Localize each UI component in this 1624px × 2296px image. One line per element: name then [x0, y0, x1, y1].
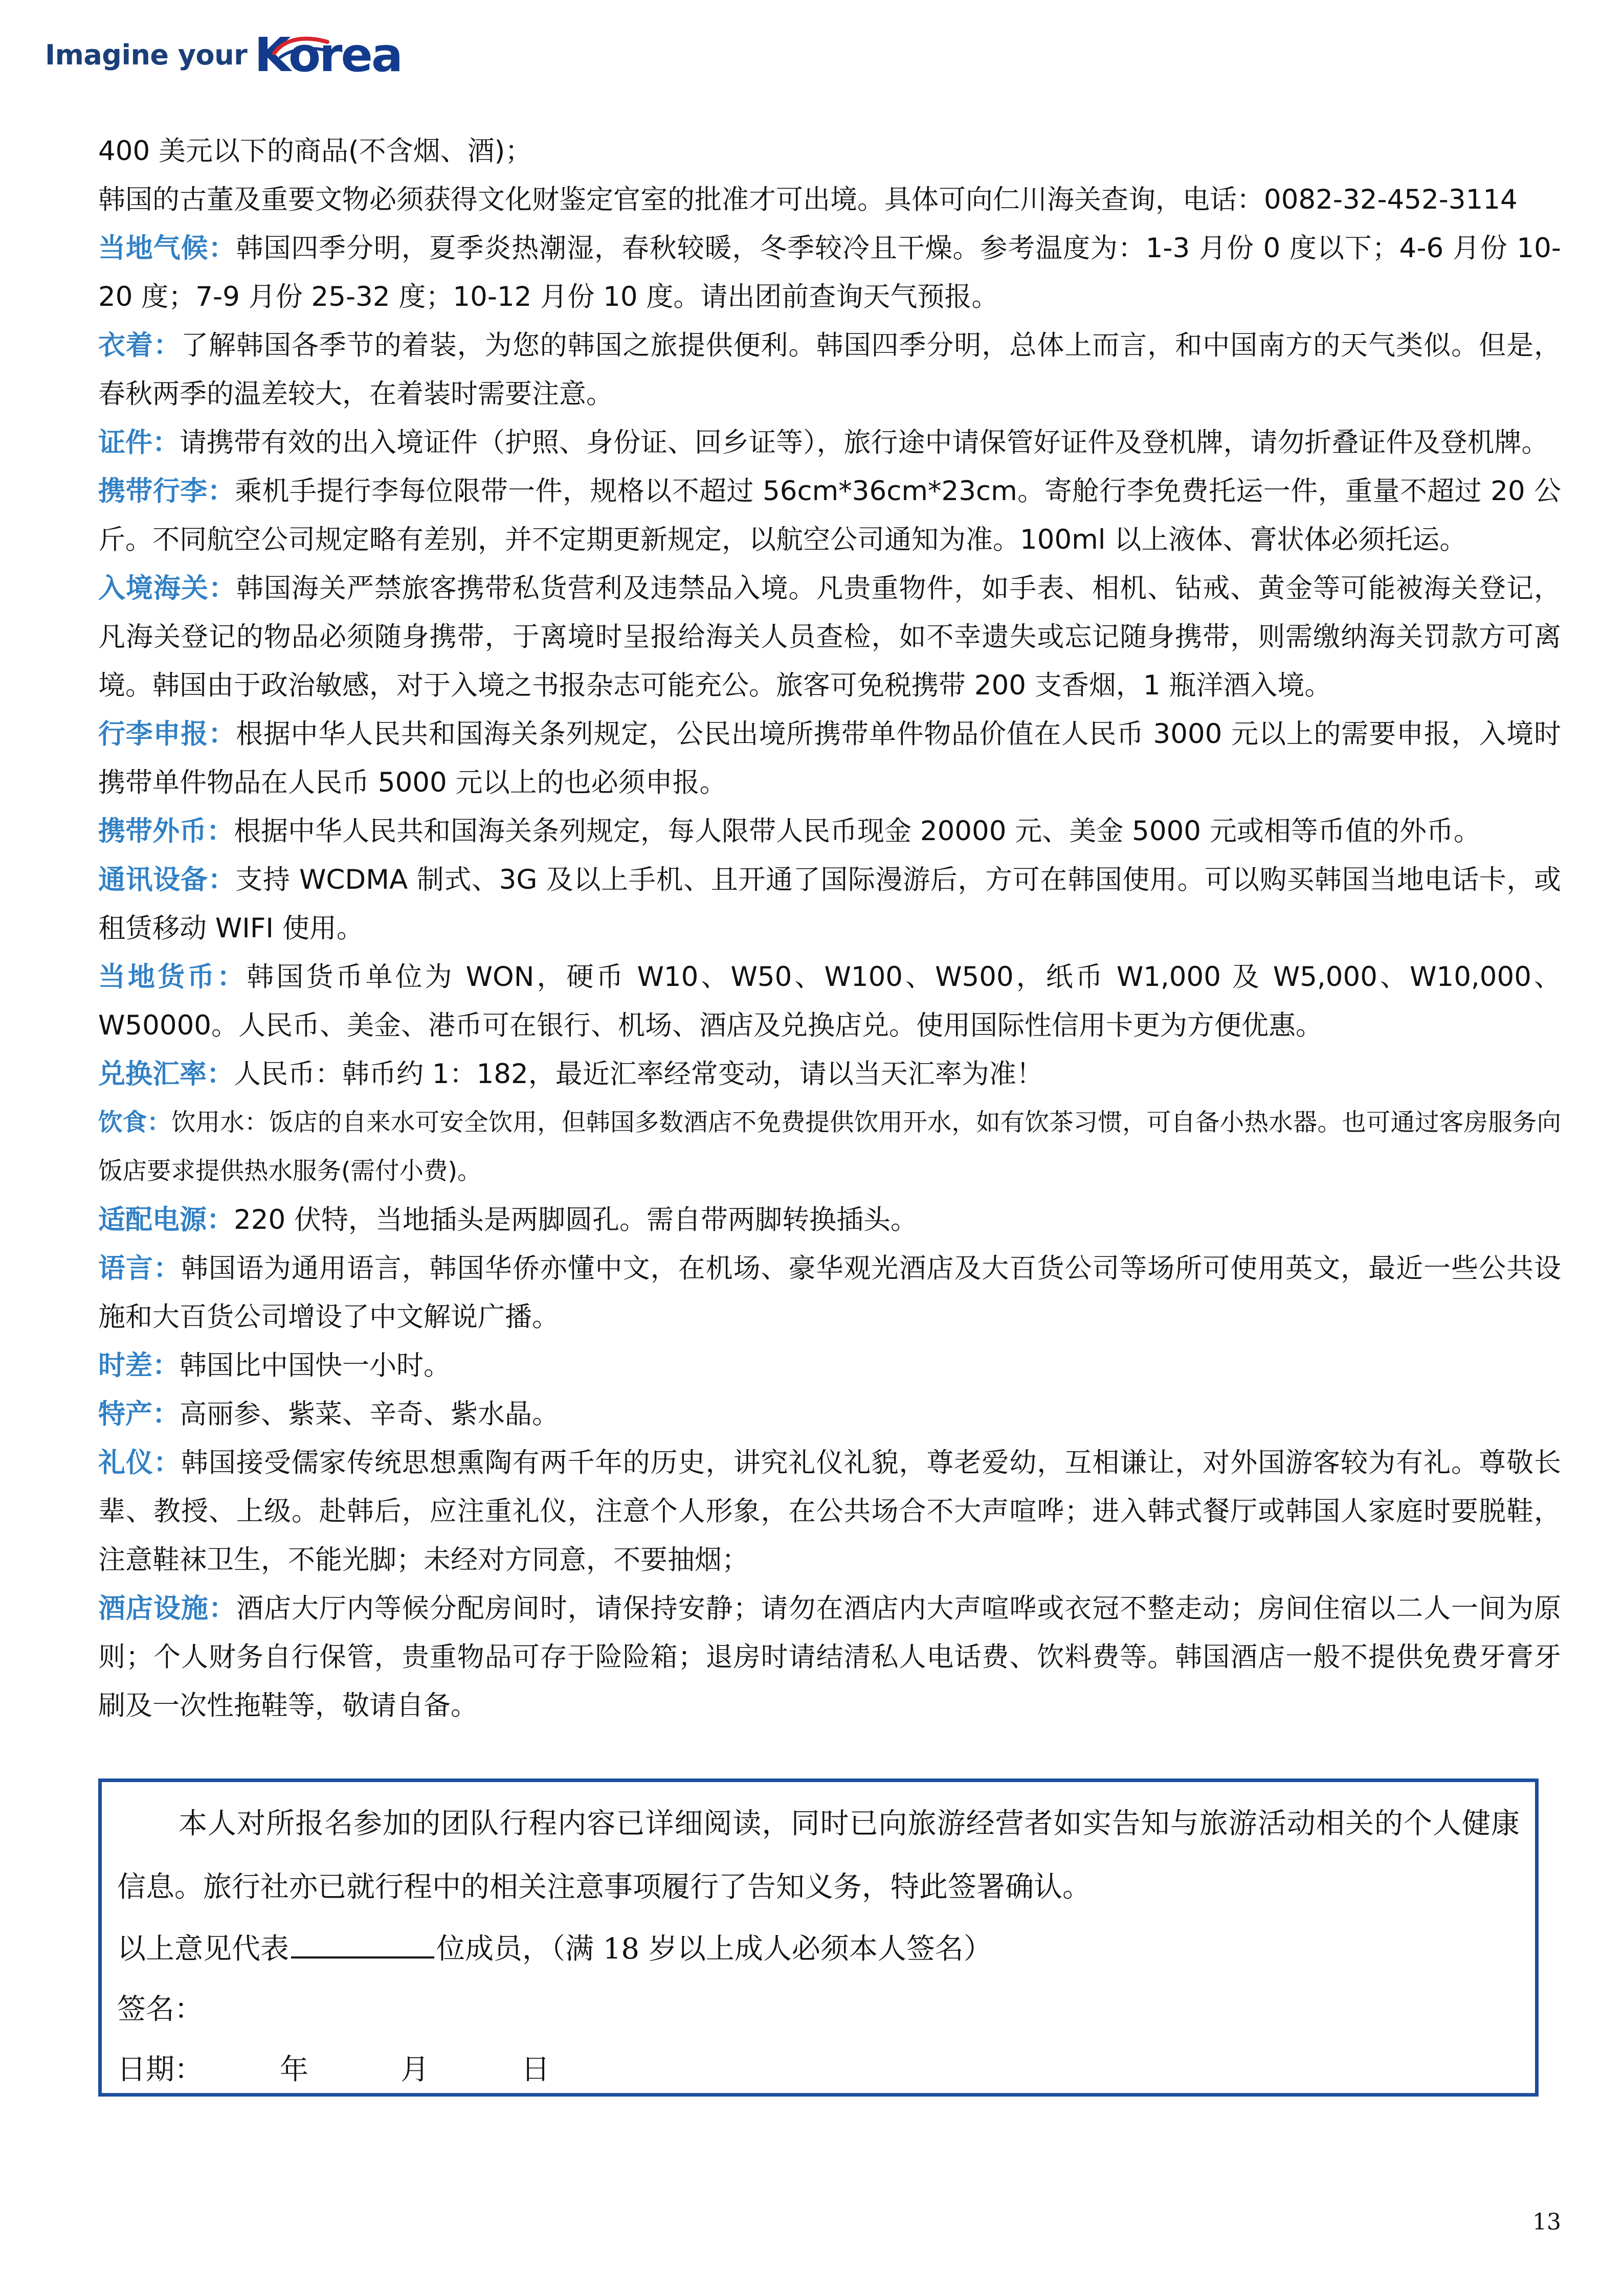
- item-label: 饮食：: [98, 1109, 172, 1137]
- intro-line: 韩国的古董及重要文物必须获得文化财鉴定官室的批准才可出境。具体可向仁川海关查询，电话：0082-32-452-3114: [98, 184, 1518, 215]
- item-customs: [98, 564, 1561, 710]
- item-text: 酒店大厅内等候分配房间时，请保持安静；请勿在酒店内大声喧哗或衣冠不整走动；房间住宿以二人一间为原则；个人财务自行保管，贵重物品可存于险险箱；退房时请结清私人电话费、饮料费等。韩国酒店一般不提供免费牙膏牙刷及一次性拖鞋等，敬请自备。: [98, 1593, 1562, 1721]
- item-hotel-facilities: [98, 1584, 1561, 1730]
- item-label: 酒店设施：: [98, 1593, 236, 1624]
- item-text: 人民币：韩币约 1：182，最近汇率经常变动，请以当天汇率为准！: [234, 1059, 1043, 1090]
- intro-line: 400 美元以下的商品(不含烟、酒)；: [98, 136, 532, 167]
- item-foreign-currency: [98, 807, 1561, 856]
- item-text: 韩国接受儒家传统思想熏陶有两千年的历史，讲究礼仪礼貌，尊老爱幼，互相谦让，对外国游客较为有礼。尊敬长辈、教授、上级。赴韩后，应注重礼仪，注意个人形象，在公共场合不大声喧哗；进入韩式餐厅或韩国人家庭时要脱鞋，注意鞋袜卫生，不能光脚；未经对方同意，不要抽烟；: [98, 1447, 1562, 1575]
- item-specialties: [98, 1390, 1561, 1438]
- page-number: 13: [1532, 2209, 1561, 2235]
- day-label: 日: [521, 2053, 550, 2086]
- item-label: 携带外币：: [98, 816, 234, 847]
- item-label: 携带行李：: [98, 476, 235, 507]
- item-label: 时差：: [98, 1350, 180, 1381]
- item-text: 根据中华人民共和国海关条列规定，每人限带人民币现金 20000 元、美金 5000 元或相等币值的外币。: [234, 816, 1481, 847]
- date-label: 日期：: [117, 2053, 203, 2086]
- item-label: 证件：: [98, 427, 180, 458]
- item-label: 通讯设备：: [98, 864, 236, 895]
- item-text: 韩国海关严禁旅客携带私货营利及违禁品入境。凡贵重物件，如手表、相机、钻戒、黄金等可能被海关登记，凡海关登记的物品必须随身携带，于离境时呈报给海关人员查检，如不幸遗失或忘记随身携带，则需缴纳海关罚款方可离境。韩国由于政治敏感，对于入境之书报杂志可能充公。旅客可免税携带 200 支香烟，1 瓶洋酒入境。: [98, 573, 1562, 701]
- item-luggage: [98, 467, 1561, 564]
- item-clothing: [98, 321, 1561, 418]
- logo-swoosh-icon: [270, 33, 331, 63]
- item-label: 兑换汇率：: [98, 1059, 234, 1090]
- consent-statement: 本人对所报名参加的团队行程内容已详细阅读，同时已向旅游经营者如实告知与旅游活动相关的个人健康信息。旅行社亦已就行程中的相关注意事项履行了告知义务，特此签署确认。: [117, 1807, 1520, 1904]
- item-exchange-rate: [98, 1050, 1561, 1098]
- item-text: 请携带有效的出入境证件（护照、身份证、回乡证等），旅行途中请保管好证件及登机牌，请勿折叠证件及登机牌。: [180, 427, 1549, 458]
- year-label: 年: [280, 2053, 308, 2086]
- signature-label: 签名：: [117, 1993, 203, 2026]
- item-label: 礼仪：: [98, 1447, 181, 1478]
- date-line[interactable]: [117, 2040, 1520, 2100]
- item-communication: [98, 856, 1561, 953]
- item-climate: [98, 224, 1561, 321]
- item-local-currency: [98, 953, 1561, 1050]
- consent-box: [98, 1779, 1539, 2097]
- item-label: 入境海关：: [98, 573, 236, 604]
- item-text: 220 伏特，当地插头是两脚圆孔。需自带两脚转换插头。: [234, 1204, 918, 1235]
- item-time-difference: [98, 1341, 1561, 1390]
- item-power: [98, 1196, 1561, 1244]
- representation-line: [117, 1919, 1520, 1979]
- item-text: 韩国比中国快一小时。: [180, 1350, 451, 1381]
- item-label: 衣着：: [98, 330, 181, 361]
- item-text: 乘机手提行李每位限带一件，规格以不超过 56cm*36cm*23cm。寄舱行李免费托运一件，重量不超过 20 公斤。不同航空公司规定略有差别，并不定期更新规定，以航空公司通知为准。100ml 以上液体、膏状体必须托运。: [98, 476, 1562, 555]
- item-label: 适配电源：: [98, 1204, 234, 1235]
- representation-suffix: 位成员，（满 18 岁以上成人必须本人签名）: [436, 1932, 992, 1966]
- logo-word-text: Korea: [254, 27, 402, 82]
- item-label: 当地气候：: [98, 233, 236, 264]
- item-text: 韩国语为通用语言，韩国华侨亦懂中文，在机场、豪华观光酒店及大百货公司等场所可使用英文，最近一些公共设施和大百货公司增设了中文解说广播。: [98, 1253, 1562, 1333]
- item-label: 行李申报：: [98, 718, 236, 750]
- item-text: 根据中华人民共和国海关条列规定，公民出境所携带单件物品价值在人民币 3000 元以上的需要申报，入境时携带单件物品在人民币 5000 元以上的也必须申报。: [98, 718, 1561, 798]
- item-text: 韩国四季分明，夏季炎热潮湿，春秋较暖，冬季较冷且干燥。参考温度为：1-3 月份 0 度以下；4-6 月份 10-20 度；7-9 月份 25-32 度；10-12 月份 10 度。请出团前查询天气预报。: [98, 233, 1561, 312]
- item-documents: [98, 418, 1561, 467]
- korea-tourism-logo: [45, 21, 402, 88]
- member-count-blank[interactable]: [291, 1926, 434, 1959]
- item-label: 语言：: [98, 1253, 181, 1284]
- representation-prefix: 以上意见代表: [117, 1932, 289, 1966]
- item-text: 饮用水：饭店的自来水可安全饮用，但韩国多数酒店不免费提供饮用开水，如有饮茶习惯，可自备小热水器。也可通过客房服务向饭店要求提供热水服务(需付小费)。: [98, 1109, 1562, 1185]
- item-text: 韩国货币单位为 WON，硬币 W10、W50、W100、W500，纸币 W1,000 及 W5,000、W10,000、W50000。人民币、美金、港币可在银行、机场、酒店及兑换店兑。使用国际性信用卡更为方便优惠。: [98, 961, 1561, 1041]
- item-etiquette: [98, 1438, 1561, 1584]
- notice-content: [98, 127, 1561, 1730]
- item-text: 支持 WCDMA 制式、3G 及以上手机、且开通了国际漫游后，方可在韩国使用。可以购买韩国当地电话卡，或租赁移动 WIFI 使用。: [98, 864, 1561, 944]
- logo-tagline: Imagine your: [45, 38, 248, 71]
- item-label: 当地货币：: [98, 961, 247, 993]
- item-label: 特产：: [98, 1399, 180, 1430]
- item-language: [98, 1244, 1561, 1341]
- item-text: 高丽参、紫菜、辛奇、紫水晶。: [180, 1399, 559, 1430]
- signature-line[interactable]: [117, 1979, 1520, 2040]
- item-luggage-declaration: [98, 710, 1561, 807]
- month-label: 月: [401, 2053, 429, 2086]
- item-text: 了解韩国各季节的着装，为您的韩国之旅提供便利。韩国四季分明，总体上而言，和中国南方的天气类似。但是，春秋两季的温差较大，在着装时需要注意。: [98, 330, 1562, 410]
- item-food: [98, 1098, 1561, 1196]
